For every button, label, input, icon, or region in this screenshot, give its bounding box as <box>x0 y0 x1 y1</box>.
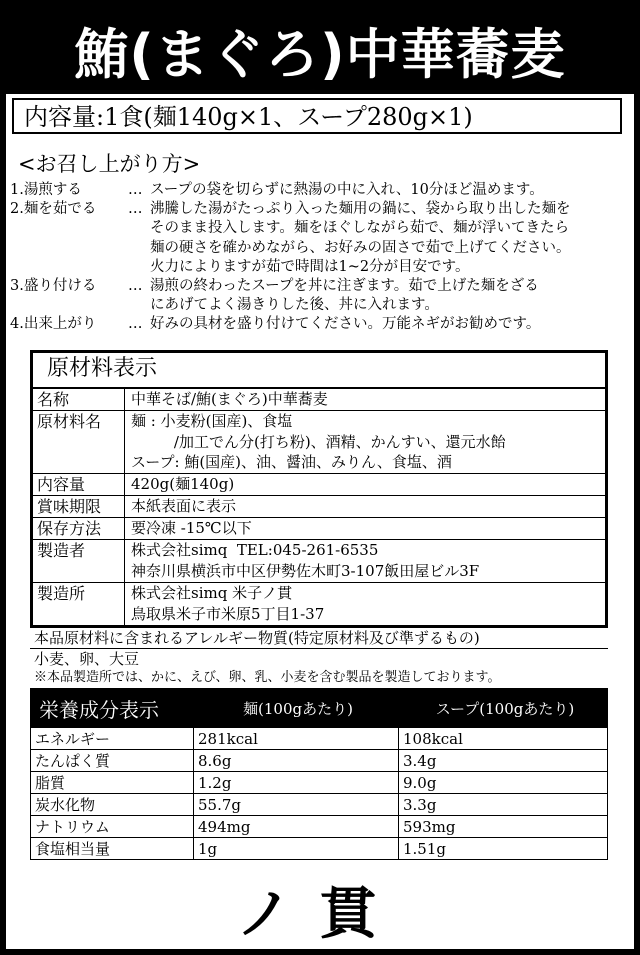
nutrient-name: エネルギー <box>31 728 194 750</box>
step-dots: … <box>128 316 143 333</box>
nutrition-col-soup: スープ(100gあたり) <box>399 689 608 728</box>
step-text: 好みの具材を盛り付けてください。万能ネギがお勧めです。 <box>150 316 541 333</box>
ingredient-row <box>33 411 605 474</box>
step <box>10 277 630 315</box>
ingredient-row <box>33 474 605 496</box>
ingredient-value: 中華そば/鮪(まぐろ)中華蕎麦 <box>131 390 328 408</box>
nutrition-row <box>31 838 608 860</box>
soup-value: 3.3g <box>399 794 608 816</box>
ingredient-label: 製造所 <box>33 583 125 627</box>
ingredient-value: 株式会社simq TEL:045-261-6535 神奈川県横浜市中区伊勢佐木町3-107飯田屋ビル3F <box>131 541 480 580</box>
noodle-value: 1g <box>194 838 399 860</box>
ingredients-title: 原材料表示 <box>33 353 605 389</box>
ingredient-row <box>33 496 605 518</box>
contents-line: 内容量:1食(麺140g×1、スープ280g×1) <box>12 98 622 134</box>
step-text: スープの袋を切らずに熱湯の中に入れ、10分ほど温めます。 <box>150 182 544 198</box>
noodle-value: 494mg <box>194 816 399 838</box>
noodle-value: 281kcal <box>194 728 399 750</box>
nutrition-col-noodle: 麺(100gあたり) <box>194 689 399 728</box>
step-text: 沸騰した湯がたっぷり入った麺用の鍋に、袋から取り出した麺を そのまま投入します。麺をほぐしながら茹で、麺が浮いてきたら 麺の硬さを確かめながら、お好みの固さで茹で上げてください。 火力によりますが茹で時間は1~2分が目安です。 <box>150 201 571 275</box>
nutrient-name: 炭水化物 <box>31 794 194 816</box>
step-label: 2.麺を茹でる <box>10 201 97 218</box>
product-title: 鮪(まぐろ)中華蕎麦 <box>6 6 634 94</box>
step <box>10 200 630 277</box>
soup-value: 3.4g <box>399 750 608 772</box>
nutrition-row <box>31 750 608 772</box>
step-dots: … <box>128 201 143 218</box>
soup-value: 108kcal <box>399 728 608 750</box>
allergy-title: 本品原材料に含まれるアレルギー物質(特定原材料及び準ずるもの) <box>30 628 608 649</box>
ingredient-value: 麺 : 小麦粉(国産)、食塩 /加工でん分(打ち粉)、酒精、かんすい、還元水飴 スープ: 鮪(国産)、油、醤油、みりん、食塩、酒 <box>131 412 506 471</box>
nutrient-name: 脂質 <box>31 772 194 794</box>
noodle-value: 8.6g <box>194 750 399 772</box>
step-dots: … <box>128 278 143 295</box>
allergy-note: ※本品製造所では、かに、えび、卵、乳、小麦を含む製品を製造しております。 <box>34 670 501 685</box>
brand-logo: ノ貫 <box>236 881 404 947</box>
step-label: 3.盛り付ける <box>10 278 97 295</box>
ingredient-label: 名称 <box>33 389 125 410</box>
ingredient-label: 保存方法 <box>33 518 125 539</box>
nutrition-row <box>31 794 608 816</box>
nutrition-row <box>31 728 608 750</box>
soup-value: 9.0g <box>399 772 608 794</box>
step-dots: … <box>128 182 143 198</box>
noodle-value: 55.7g <box>194 794 399 816</box>
nutrition-row <box>31 772 608 794</box>
howto-heading: <お召し上がり方> <box>18 152 201 176</box>
nutrient-name: たんぱく質 <box>31 750 194 772</box>
ingredient-row <box>33 583 605 627</box>
ingredient-row <box>33 389 605 411</box>
step-label: 1.湯煎する <box>10 182 82 198</box>
ingredient-label: 内容量 <box>33 474 125 495</box>
nutrition-title: 栄養成分表示 <box>31 689 194 728</box>
ingredients-box <box>30 350 608 628</box>
step-label: 4.出来上がり <box>10 316 97 333</box>
ingredient-label: 原材料名 <box>33 411 125 473</box>
ingredient-label: 賞味期限 <box>33 496 125 517</box>
soup-value: 593mg <box>399 816 608 838</box>
nutrition-row <box>31 816 608 838</box>
ingredient-value: 要冷凍 -15℃以下 <box>131 519 252 537</box>
ingredient-value: 本紙表面に表示 <box>131 497 237 515</box>
ingredient-value: 株式会社simq 米子ノ貫 鳥取県米子市米原5丁目1-37 <box>131 584 325 623</box>
step-text: 湯煎の終わったスープを丼に注ぎます。茹で上げた麺をざる にあげてよく湯きりした後、丼に入れます。 <box>150 278 539 314</box>
howto-steps <box>10 181 630 335</box>
step <box>10 315 630 334</box>
nutrition-table <box>30 688 608 860</box>
nutrient-name: 食塩相当量 <box>31 838 194 860</box>
step <box>10 181 630 200</box>
allergy-list: 小麦、卵、大豆 <box>34 650 140 668</box>
ingredient-value: 420g(麺140g) <box>131 475 235 493</box>
nutrient-name: ナトリウム <box>31 816 194 838</box>
soup-value: 1.51g <box>399 838 608 860</box>
noodle-value: 1.2g <box>194 772 399 794</box>
ingredient-row <box>33 540 605 583</box>
ingredient-label: 製造者 <box>33 540 125 582</box>
nutrition-header-row <box>31 689 608 728</box>
allergy-section <box>30 628 608 687</box>
ingredient-row <box>33 518 605 540</box>
